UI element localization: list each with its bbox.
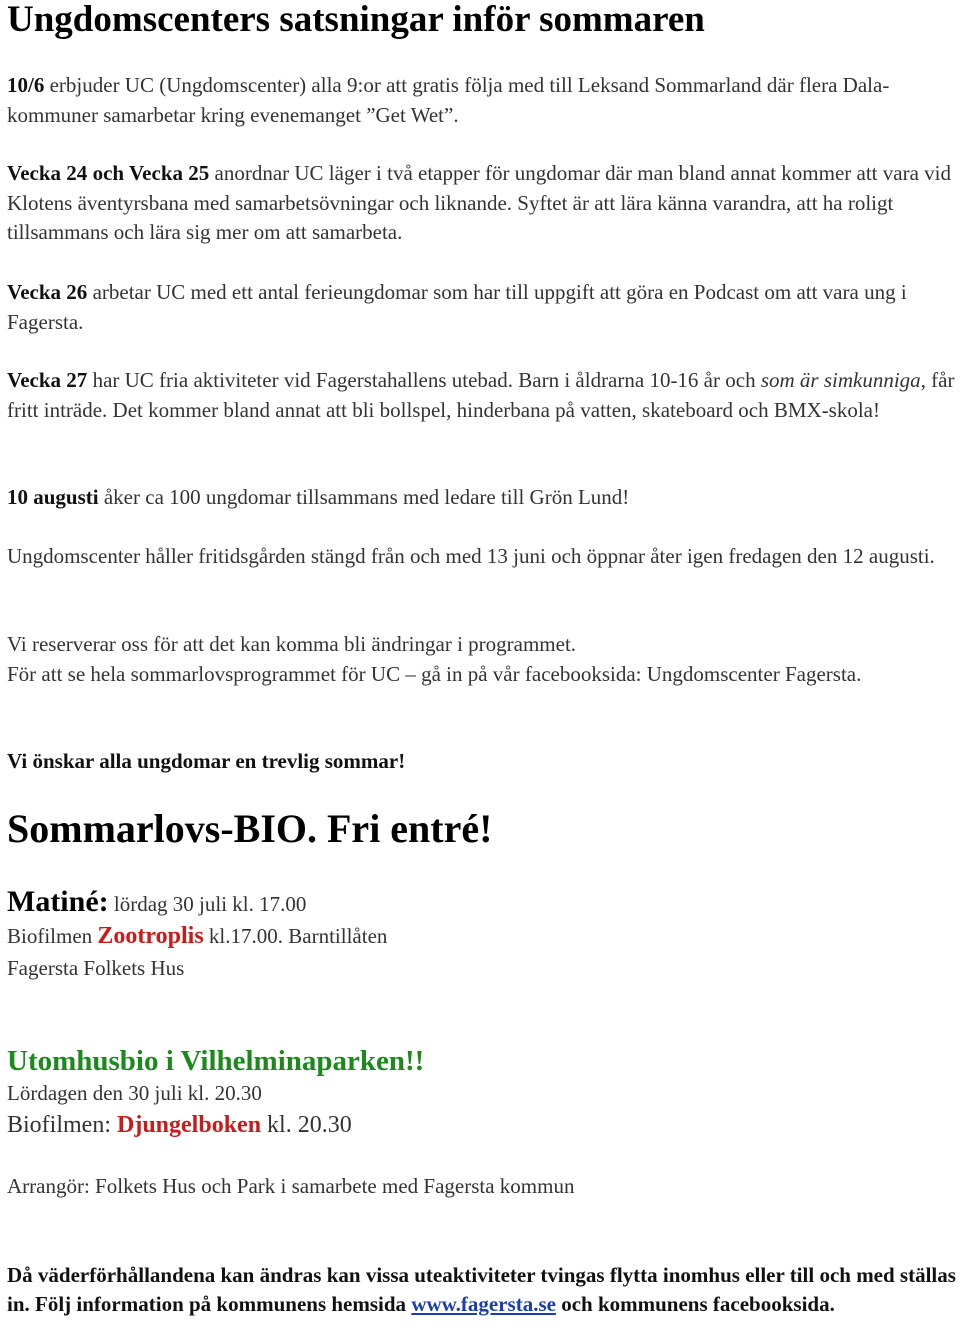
film-name-djungelboken: Djungelboken (117, 1112, 262, 1138)
outdoor-film-line: Biofilmen: Djungelboken kl. 20.30 (7, 1112, 352, 1138)
matine-film-line: Biofilmen Zootroplis kl.17.00. Barntillåten (7, 923, 388, 949)
paragraph-get-wet: 10/6 erbjuder UC (Ungdomscenter) alla 9:or att gratis följa med till Leksand Sommarland där flera Dala-kommuner samarbetar kring evenemanget ”Get Wet”. (7, 73, 890, 127)
matine-venue: Fagersta Folkets Hus (7, 956, 185, 980)
date-10-6: 10/6 (7, 73, 45, 97)
outdoor-cinema-heading: Utomhusbio i Vilhelminaparken!! (7, 1045, 425, 1077)
paragraph-reservation: Vi reserverar oss för att det kan komma bli ändringar i programmet. För att se hela sommarlovsprogrammet för UC – gå in på vår facebooksida: Ungdomscenter Fagersta. (7, 632, 862, 686)
organizer-line: Arrangör: Folkets Hus och Park i samarbete med Fagersta kommun (7, 1174, 575, 1198)
fagersta-website-link[interactable]: www.fagersta.se (411, 1292, 556, 1316)
paragraph-podcast: Vecka 26 arbetar UC med ett antal ferieungdomar som har till uppgift att göra en Podcast om att vara ung i Fagersta. (7, 280, 907, 334)
paragraph-closed: Ungdomscenter håller fritidsgården stängd från och med 13 juni och öppnar åter igen fredagen den 12 augusti. (7, 544, 935, 568)
summer-greeting: Vi önskar alla ungdomar en trevlig sommar! (7, 749, 406, 773)
page-title: Ungdomscenters satsningar inför sommaren (7, 0, 705, 40)
paragraph-gron-lund: 10 augusti åker ca 100 ungdomar tillsammans med ledare till Grön Lund! (7, 485, 630, 509)
matine-line: Matiné: lördag 30 juli kl. 17.00 (7, 885, 307, 918)
cinema-heading: Sommarlovs-BIO. Fri entré! (7, 806, 493, 851)
outdoor-date: Lördagen den 30 juli kl. 20.30 (7, 1081, 262, 1105)
weather-notice: Då väderförhållandena kan ändras kan vissa uteaktiviteter tvingas flytta inomhus eller till och med ställas in. Följ information på kommunens hemsida www.fagersta.se och kommunens facebooksida. (7, 1263, 956, 1316)
paragraph-camp: Vecka 24 och Vecka 25 anordnar UC läger i två etapper för ungdomar där man bland annat kommer att vara vid Klotens äventyrsbana med samarbetsövningar och liknande. Syftet är att lära känna varandra, att ha roligt tillsammans och lära sig mer om att samarbeta. (7, 161, 951, 244)
paragraph-outdoor-pool: Vecka 27 har UC fria aktiviteter vid Fagerstahallens utebad. Barn i åldrarna 10-16 år och som är simkunniga, får fritt inträde. Det kommer bland annat att bli bollspel, hinderbana på vatten, skateboard och BMX-skola! (7, 368, 955, 422)
film-name-zootroplis: Zootroplis (97, 923, 204, 949)
